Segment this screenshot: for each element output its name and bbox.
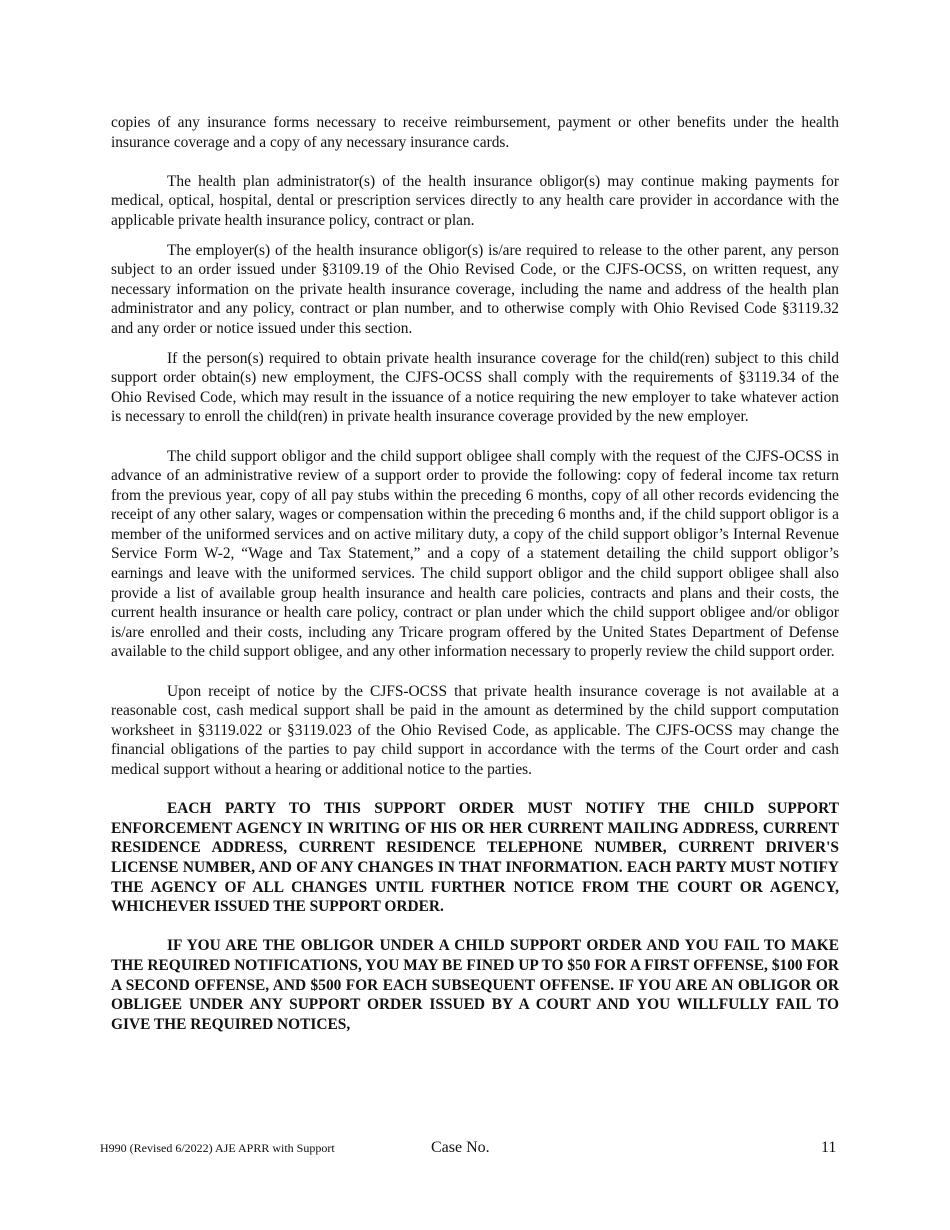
paragraph-employer-release: The employer(s) of the health insurance obligor(s) is/are required to release to the other parent, any person subject to an order issued under §3109.19 of the Ohio Revised Code, or the CJFS-OCSS, on written request, any necessary information on the private health insurance coverage, including the name and address of the health plan administrator and any policy, contract or plan number, and to otherwise comply with Ohio Revised Code §3119.32 and any order or notice issued under this section. [111, 241, 839, 337]
page-footer [0, 1138, 950, 1162]
document-body [111, 113, 839, 1034]
paragraph-administrative-review: The child support obligor and the child support obligee shall comply with the request of the CJFS-OCSS in advance of an administrative review of a support order to provide the following: copy of federal income tax return from the previous year, copy of all pay stubs within the preceding 6 months, copy of all other records evidencing the receipt of any other salary, wages or compensation within the preceding 6 months and, if the child support obligor is a member of the uniformed services and on active military duty, a copy of the child support obligor’s Internal Revenue Service Form W-2, “Wage and Tax Statement,” and a copy of a statement detailing the child support obligor’s earnings and leave with the uniformed services. The child support obligor and the child support obligee shall also provide a list of available group health insurance and health care policies, contracts and plans and their costs, the current health insurance or health care policy, contract or plan under which the child support obligee and/or obligor is/are enrolled and their costs, including any Tricare program offered by the United States Department of Defense available to the child support obligee, and any other information necessary to properly review the child support order. [111, 447, 839, 661]
paragraph-cash-medical-support: Upon receipt of notice by the CJFS-OCSS that private health insurance coverage is not available at a reasonable cost, cash medical support shall be paid in the amount as determined by the child support computation worksheet in §3119.022 or §3119.023 of the Ohio Revised Code, as applicable. The CJFS-OCSS may change the financial obligations of the parties to pay child support in accordance with the terms of the Court order and cash medical support without a hearing or additional notice to the parties. [111, 682, 839, 778]
paragraph-notify-agency-notice: EACH PARTY TO THIS SUPPORT ORDER MUST NOTIFY THE CHILD SUPPORT ENFORCEMENT AGENCY IN WRITING OF HIS OR HER CURRENT MAILING ADDRESS, CURRENT RESIDENCE ADDRESS, CURRENT RESIDENCE TELEPHONE NUMBER, CURRENT DRIVER'S LICENSE NUMBER, AND OF ANY CHANGES IN THAT INFORMATION. EACH PARTY MUST NOTIFY THE AGENCY OF ALL CHANGES UNTIL FURTHER NOTICE FROM THE COURT OR AGENCY, WHICHEVER ISSUED THE SUPPORT ORDER. [111, 800, 839, 916]
paragraph-plan-administrator: The health plan administrator(s) of the health insurance obligor(s) may continue making payments for medical, optical, hospital, dental or prescription services directly to any health care provider in accordance with the applicable private health insurance policy, contract or plan. [111, 172, 839, 229]
paragraph-insurance-forms: copies of any insurance forms necessary to receive reimbursement, payment or other benefits under the health insurance coverage and a copy of any necessary insurance cards. [111, 114, 839, 151]
paragraph-new-employment: If the person(s) required to obtain private health insurance coverage for the child(ren) subject to this child support order obtain(s) new employment, the CJFS-OCSS shall comply with the requirements of §3119.34 of the Ohio Revised Code, which may result in the issuance of a notice requiring the new employer to take whatever action is necessary to enroll the child(ren) in private health insurance coverage provided by the new employer. [111, 349, 839, 426]
paragraph-obligor-fines-notice: IF YOU ARE THE OBLIGOR UNDER A CHILD SUPPORT ORDER AND YOU FAIL TO MAKE THE REQUIRED NOTIFICATIONS, YOU MAY BE FINED UP TO $50 FOR A FIRST OFFENSE, $100 FOR A SECOND OFFENSE, AND $500 FOR EACH SUBSEQUENT OFFENSE. IF YOU ARE AN OBLIGOR OR OBLIGEE UNDER ANY SUPPORT ORDER ISSUED BY A COURT AND YOU WILLFULLY FAIL TO GIVE THE REQUIRED NOTICES, [111, 937, 839, 1033]
form-identifier: H990 (Revised 6/2022) AJE APRR with Support [100, 1141, 335, 1155]
page-number: 11 [821, 1139, 837, 1156]
case-number-label: Case No. [431, 1139, 490, 1156]
